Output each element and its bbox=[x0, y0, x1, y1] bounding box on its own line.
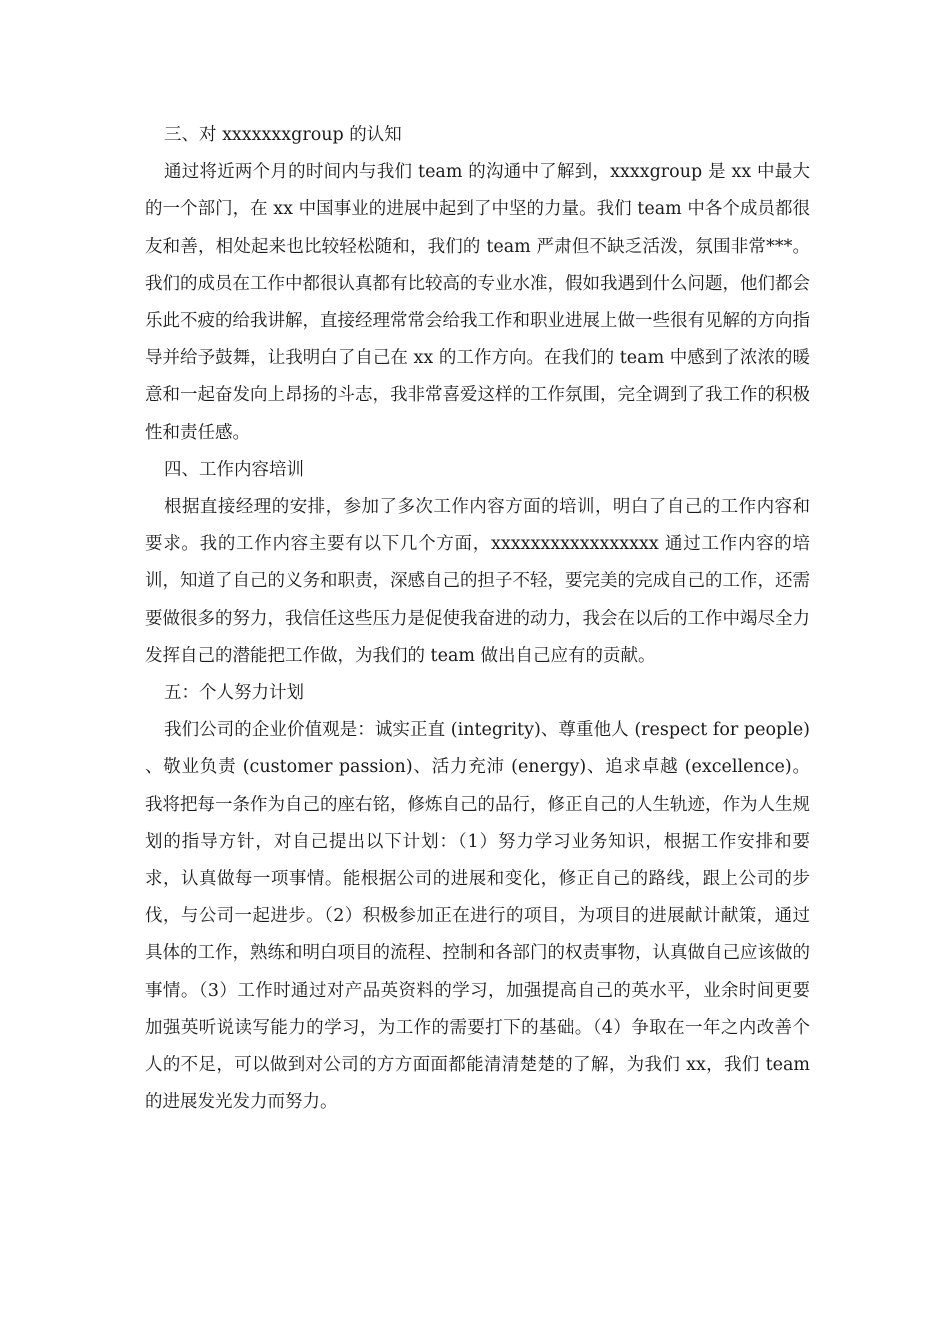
document-body bbox=[145, 117, 810, 1121]
section-heading-cognition: 三、对 xxxxxxxgroup 的认知 bbox=[164, 125, 402, 145]
section-heading-plan: 五：个人努力计划 bbox=[164, 683, 304, 704]
section-heading-training: 四、工作内容培训 bbox=[164, 459, 304, 480]
paragraph-personal-plan: 我们公司的企业价值观是：诚实正直 (integrity)、尊重他人 (respect for people) 、敬业负责 (customer passion)、活力充沛 (energy)、追求卓越 (excellence)。我将把每一条作为自己的座右铭，修炼自己的品行，修正自己的人生轨迹，作为人生规划的指导方针，对自己提出以下计划：（1）努力学习业务知识，根据工作安排和要求，认真做每一项事情。能根据公司的进展和变化，修正自己的路线，跟上公司的步伐，与公司一起进步。（2）积极参加正在进行的项目，为项目的进展献计献策，通过具体的工作，熟练和明白项目的流程、控制和各部门的权责事物，认真做自己应该做的事情。（3）工作时通过对产品英资料的学习，加强提高自己的英水平，业余时间更要加强英听说读写能力的学习，为工作的需要打下的基础。（4）争取在一年之内改善个人的不足，可以做到对公司的方方面面都能清清楚楚的了解，为我们 xx，我们 team 的进展发光发力而努力。 bbox=[145, 720, 810, 1113]
paragraph-work-training: 根据直接经理的安排，参加了多次工作内容方面的培训，明白了自己的工作内容和要求。我的工作内容主要有以下几个方面，xxxxxxxxxxxxxxxxx 通过工作内容的培训，知道了自己的义务和职责，深感自己的担子不轻，要完美的完成自己的工作，还需要做很多的努力，我信任这些压力是促使我奋进的动力，我会在以后的工作中竭尽全力发挥自己的潜能把工作做，为我们的 team 做出自己应有的贡献。 bbox=[145, 497, 810, 666]
paragraph-team-cognition: 通过将近两个月的时间内与我们 team 的沟通中了解到，xxxxgroup 是 xx 中最大的一个部门，在 xx 中国事业的进展中起到了中坚的力量。我们 team 中各个成员都很友和善，相处起来也比较轻松随和，我们的 team 严肃但不缺乏活泼，氛围非常***。我们的成员在工作中都很认真都有比较高的专业水准，假如我遇到什么问题，他们都会乐此不疲的给我讲解，直接经理常常会给我工作和职业进展上做一些很有见解的方向指导并给予鼓舞，让我明白了自己在 xx 的工作方向。在我们的 team 中感到了浓浓的暖意和一起奋发向上昂扬的斗志，我非常喜爱这样的工作氛围，完全调到了我工作的积极性和责任感。 bbox=[145, 162, 810, 443]
